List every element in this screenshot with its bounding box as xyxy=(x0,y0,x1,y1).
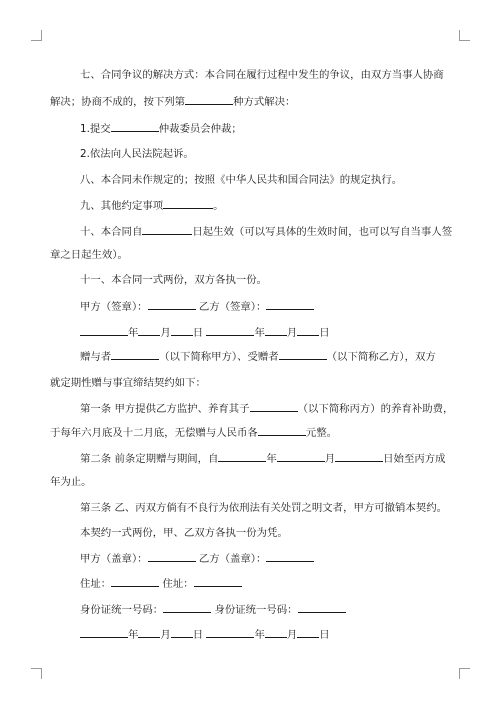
article-3-text: 第三条 乙、丙双方倘有不良行为依刑法有关处罚之明文者，甲方可撤销本契约。 xyxy=(80,502,447,514)
blank-field xyxy=(265,628,287,638)
date-line-2: 年 月 日 年 月 日 xyxy=(80,628,330,642)
crop-mark-bottom-left xyxy=(31,668,42,679)
article-1-text-cont: 于每年六月底及十二月底，无偿赠与人民币各 元整。 xyxy=(50,427,337,439)
blank-field xyxy=(266,552,314,562)
preamble-text: 赠与者 （以下简称甲方）、受赠者 （以下简称乙方），双方 xyxy=(80,351,436,363)
crop-mark-top-right xyxy=(459,30,470,41)
crop-mark-bottom-right xyxy=(459,668,470,679)
blank-field xyxy=(266,300,314,310)
blank-field xyxy=(148,300,196,310)
blank-field xyxy=(142,225,192,235)
blank-field xyxy=(206,326,254,336)
preamble-text-cont: 就定期性赠与事宜缔结契约如下： xyxy=(50,377,206,389)
blank-field xyxy=(163,199,213,209)
blank-field xyxy=(250,402,298,412)
blank-field xyxy=(148,552,196,562)
blank-field xyxy=(80,628,128,638)
blank-field xyxy=(111,350,159,360)
blank-field xyxy=(335,452,383,462)
address-line: 住址： 住址： xyxy=(80,577,242,591)
article-2-text-cont: 年为止。 xyxy=(50,476,92,488)
clause-7-text-cont: 解决；协商不成的，按下列第 种方式解决： xyxy=(50,96,296,108)
blank-field xyxy=(171,628,193,638)
blank-field xyxy=(206,628,254,638)
blank-field xyxy=(111,122,159,132)
signature-line-2: 甲方（盖章）： 乙方（盖章）： xyxy=(80,552,314,566)
blank-field xyxy=(279,350,327,360)
clause-7-option-1: 1.提交 仲裁委员会仲裁； xyxy=(80,123,242,135)
crop-mark-top-left xyxy=(31,30,42,41)
blank-field xyxy=(171,326,193,336)
clause-10-text: 十、本合同自 日起生效（可以写具体的生效时间，也可以写自当事人签 xyxy=(80,226,453,238)
clause-10-text-cont: 章之日起生效）。 xyxy=(50,249,128,261)
blank-field xyxy=(218,452,266,462)
article-2-text: 第二条 前条定期赠与期间，自 年 月 日始至丙方成 xyxy=(80,453,446,465)
blank-field xyxy=(298,603,346,613)
clause-7-text: 七、合同争议的解决方式：本合同在履行过程中发生的争议，由双方当事人协商 xyxy=(80,69,444,81)
clause-8-text: 八、本合同未作规定的；按照《中华人民共和国合同法》的规定执行。 xyxy=(80,174,403,186)
article-1-text: 第一条 甲方提供乙方监护、养育其子 （以下简称丙方）的养育补助费， xyxy=(80,403,454,415)
blank-field xyxy=(194,577,242,587)
blank-field xyxy=(111,577,159,587)
blank-field xyxy=(80,326,128,336)
date-line-1: 年 月 日 年 月 日 xyxy=(80,326,330,340)
blank-field xyxy=(185,95,233,105)
clause-11-text: 十一、本合同一式两份，双方各执一份。 xyxy=(80,274,268,286)
clause-7-option-2: 2.依法向人民法院起诉。 xyxy=(80,148,194,160)
blank-field xyxy=(163,603,211,613)
blank-field xyxy=(297,628,319,638)
blank-field xyxy=(258,426,306,436)
blank-field xyxy=(297,326,319,336)
blank-field xyxy=(277,452,325,462)
blank-field xyxy=(138,628,160,638)
id-number-line: 身份证统一号码： 身份证统一号码： xyxy=(80,603,346,617)
clause-9-text: 九、其他约定事项 。 xyxy=(80,200,224,212)
signature-line-1: 甲方（签章）： 乙方（签章）： xyxy=(80,300,314,314)
contract-copies-text: 本契约一式两份，甲、乙双方各执一份为凭。 xyxy=(80,527,288,539)
blank-field xyxy=(138,326,160,336)
blank-field xyxy=(265,326,287,336)
